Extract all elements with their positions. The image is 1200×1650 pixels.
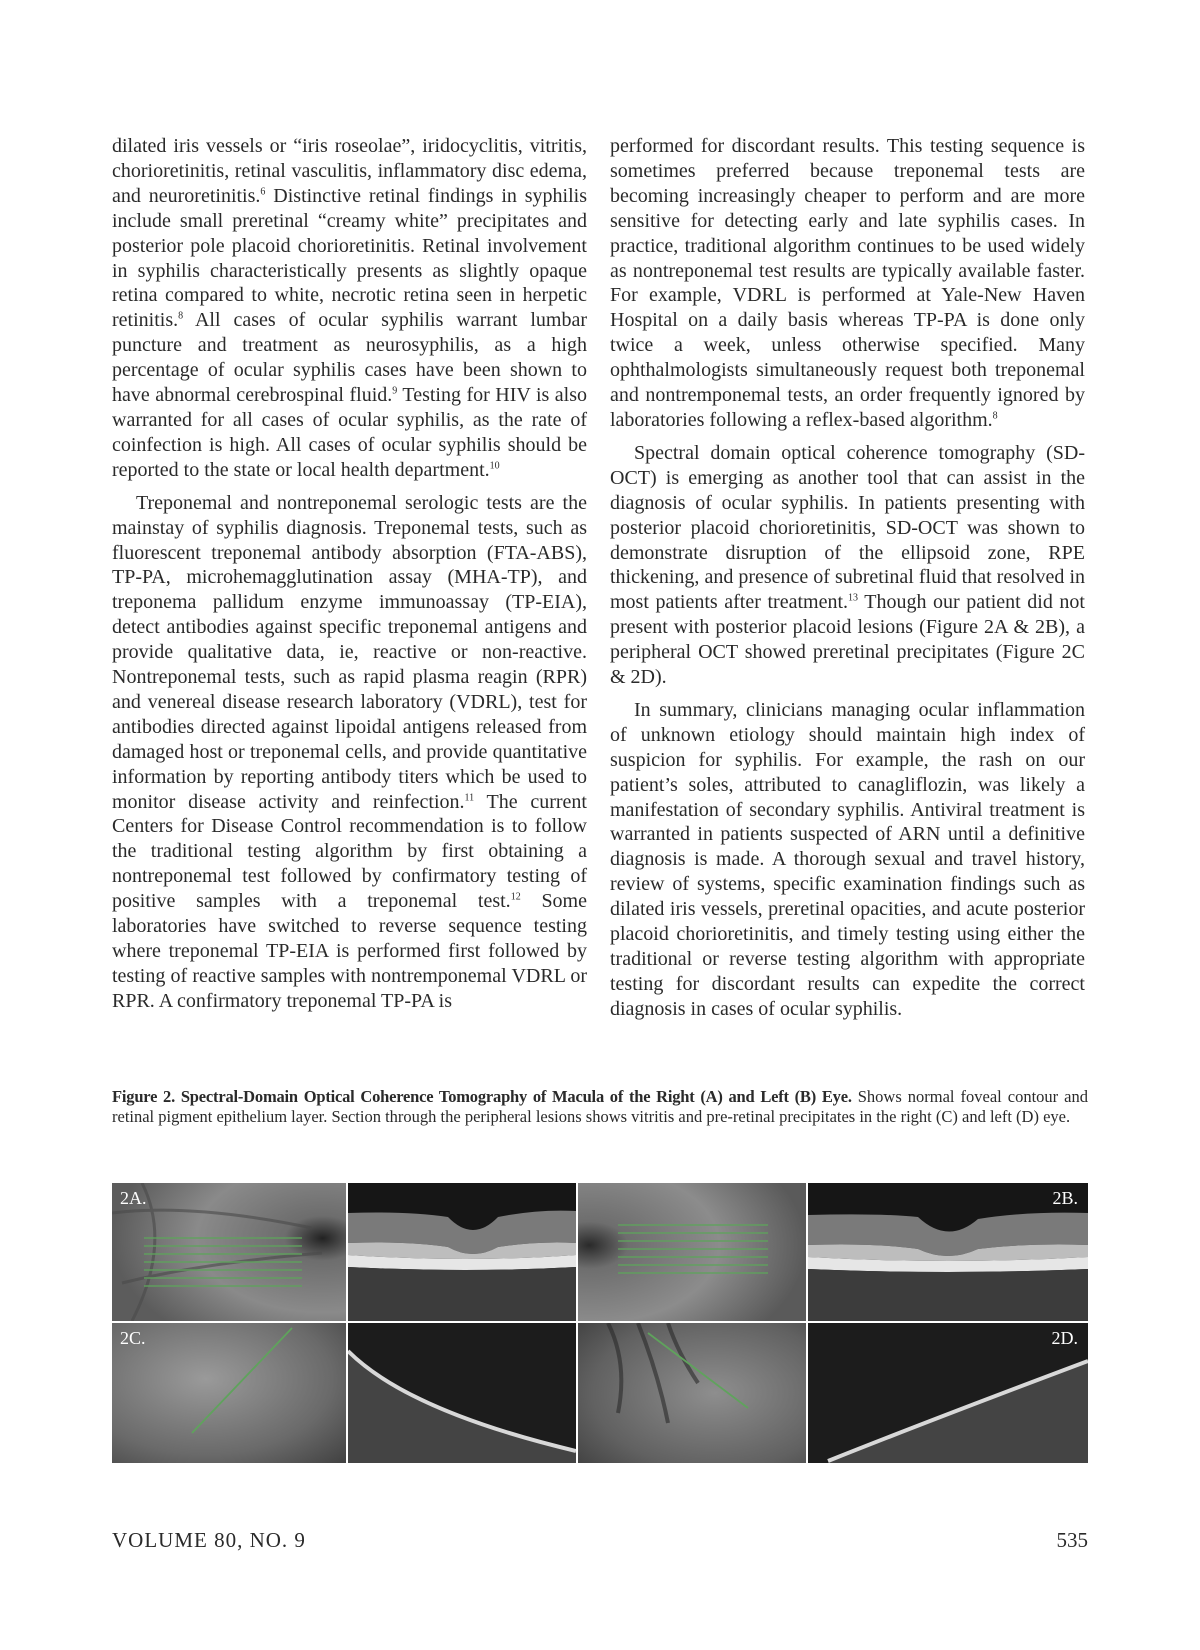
reference-mark: 8 [992,410,998,422]
figure-2 [112,1183,1088,1463]
reference-mark: 9 [392,385,398,397]
panel-label-2d: 2D. [1051,1328,1078,1348]
text-run: dilated iris vessels or “iris roseolae”, iridocyclitis, vitritis, chorioretinitis, retinal vasculitis, inflammatory disc edema, and neuroretinitis. [112,135,587,207]
text-run: performed for discordant results. This testing sequence is sometimes preferred because treponemal tests are becoming increasingly cheaper to perform and are more sensitive for detecting early and late syphilis cases. In practice, traditional algorithm continues to be used widely as nontreponemal test results are typically available faster. For example, VDRL is performed at Yale-New Haven Hospital on a daily basis whereas TP-PA is done only twice a week, unless otherwise specified. Many ophthalmologists simultaneously request both treponemal and nontremponemal tests, an order frequently ignored by laboratories following a reflex-based algorithm. [610,135,1085,431]
panel-label-2b: 2B. [1052,1188,1078,1208]
fundus-image-left-eye [578,1183,806,1321]
text-run: Distinctive retinal findings in syphilis include small preretinal “creamy white” precipitates and posterior pole placoid chorioretinitis. Retinal involvement in syphilis characteristically presents as slightly opaque retina compared to white, necrotic retina seen in herpetic retinitis. [112,184,587,332]
figure-caption [112,1087,1088,1127]
panel-label-2c: 2C. [120,1328,146,1348]
reference-mark: 12 [510,891,521,903]
text-run: In summary, clinicians managing ocular inflammation of unknown etiology should maintain high index of suspicion for syphilis. For example, the rash on our patient’s soles, attributed to canagliflozin, was likely a manifestation of secondary syphilis. Antiviral treatment is warranted in patients suspected of ARN until a definitive diagnosis is made. A thorough sexual and travel history, review of systems, specific examination findings such as dilated iris vessels, preretinal opacities, and acute posterior placoid chorioretinitis, and timely testing using either the traditional or reverse testing algorithm with appropriate testing for discordant results can expedite the correct diagnosis in cases of ocular syphilis. [610,698,1085,1020]
reference-mark: 6 [260,186,266,198]
paragraph [112,134,587,483]
fundus-image-left-eye-peripheral [578,1323,806,1463]
paragraph [112,491,587,1014]
paragraph [610,134,1085,433]
reference-mark: 8 [178,310,184,322]
oct-scan-right-eye-peripheral [348,1323,576,1463]
oct-scan-left-eye [808,1183,1088,1321]
fundus-image-right-eye-peripheral [112,1323,346,1463]
caption-text: Shows normal foveal contour and retinal pigment epithelium layer. Section through the peripheral lesions shows vitritis and pre-retinal precipitates in the right (C) and left (D) eye. [112,1087,1088,1126]
text-run: Treponemal and nontreponemal serologic tests are the mainstay of syphilis diagnosis. Treponemal tests, such as fluorescent treponemal antibody absorption (FTA-ABS), TP-PA, microhemagglutination assay (MHA-TP), and treponema pallidum enzyme immunoassay (TP-EIA), detect antibodies against specific treponemal antigens and provide qualitative data, ie, reactive or non-reactive. Nontreponemal tests, such as rapid plasma reagin (RPR) and venereal disease research laboratory (VDRL), test for antibodies directed against lipoidal antigens released from damaged host or treponemal cells, and provide quantitative information by reporting antibody titers which be used to monitor disease activity and reinfection. [112,491,587,813]
volume-label: VOLUME 80, NO. 9 [112,1528,306,1552]
text-run: The current Centers for Disease Control recommendation is to follow the traditional testing algorithm by first obtaining a nontreponemal test followed by confirmatory testing of positive samples with a treponemal test. [112,790,587,913]
text-run: Spectral domain optical coherence tomography (SD-OCT) is emerging as another tool that can assist in the diagnosis of ocular syphilis. In patients presenting with posterior placoid chorioretinitis, SD-OCT was shown to demonstrate disruption of the ellipsoid zone, RPE thickening, and presence of subretinal fluid that resolved in most patients after treatment. [610,441,1085,614]
fundus-image-right-eye [112,1183,346,1321]
text-run: Testing for HIV is also warranted for all cases of ocular syphilis, as the rate of coinfection is high. All cases of ocular syphilis should be reported to the state or local health department. [112,384,587,481]
oct-scan-right-eye [348,1183,576,1321]
right-column [610,134,1085,1022]
reference-mark: 11 [464,791,475,803]
text-run: Some laboratories have switched to reverse sequence testing where treponemal TP-EIA is performed first followed by testing of reactive samples with nontremponemal VDRL or RPR. A confirmatory treponemal TP-PA is [112,890,587,1012]
text-run: Though our patient did not present with posterior placoid lesions (Figure 2A & 2B), a peripheral OCT showed preretinal precipitates (Figure 2C & 2D). [610,591,1085,689]
caption-title: Figure 2. Spectral-Domain Optical Coherence Tomography of Macula of the Right (A) and Left (B) Eye. [112,1087,852,1106]
paragraph [610,441,1085,690]
reference-mark: 10 [489,460,500,472]
paragraph [610,698,1085,1022]
left-column [112,134,587,1014]
text-run: All cases of ocular syphilis warrant lumbar puncture and treatment as neurosyphilis, as a high percentage of ocular syphilis cases have been shown to have abnormal cerebrospinal fluid. [112,309,587,407]
panel-label-2a: 2A. [120,1188,147,1208]
page-number: 535 [1056,1528,1088,1552]
oct-scan-left-eye-peripheral [808,1323,1088,1463]
reference-mark: 13 [848,592,859,604]
